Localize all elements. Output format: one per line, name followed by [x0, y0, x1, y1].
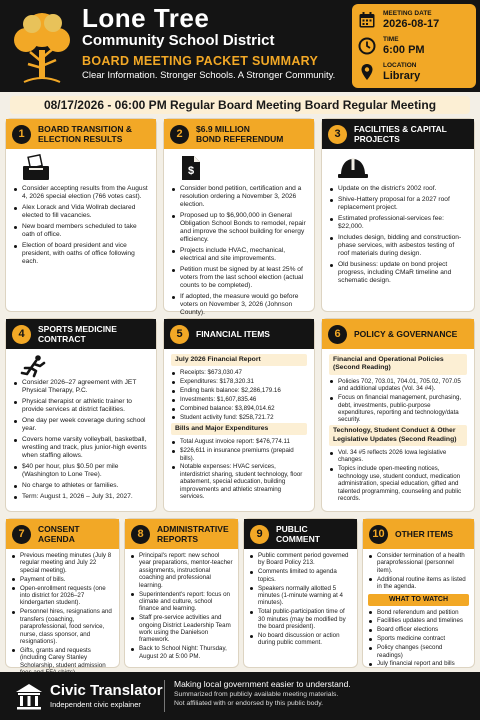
section-public-comment	[243, 518, 358, 668]
section-board-transition	[5, 118, 157, 312]
footer	[0, 672, 480, 720]
section-title: ADMINISTRATIVE REPORTS	[157, 524, 229, 544]
tree-icon	[10, 6, 74, 86]
footer-line: Summarized from publicly available meeting materials.	[174, 691, 339, 698]
time-label: TIME	[383, 36, 399, 43]
section-number: 10	[369, 525, 388, 544]
tagline: Clear Information. Stronger Schools. A Stronger Community.	[82, 70, 336, 81]
list-item: Includes design, bidding and construction-phase services, with asbestos testing of roof materials during design.	[329, 234, 467, 258]
section-header	[6, 319, 156, 349]
section-number: 9	[250, 525, 269, 544]
subheading-line: Legislative Updates (Second Reading)	[333, 435, 457, 443]
location-value: Library	[383, 70, 421, 82]
section-bullets	[329, 185, 467, 285]
time-value: 6:00 PM	[383, 44, 425, 56]
section-bullets	[171, 369, 307, 421]
section-title	[38, 124, 132, 144]
list-item: Receipts: $673,030.47	[171, 369, 307, 376]
date-label: MEETING DATE	[383, 10, 432, 17]
subheading: July 2026 Financial Report	[171, 354, 307, 366]
section-title: FACILITIES & CAPITAL PROJECTS	[354, 124, 447, 144]
section-number: 7	[12, 525, 31, 544]
section-bullets	[130, 552, 233, 660]
subheading-line: Technology, Student Conduct & Other	[333, 427, 456, 435]
section-header	[6, 519, 119, 549]
list-item: Covers home varsity volleyball, basketball, wrestling and track, plus junior-high events when staffing allows.	[13, 436, 149, 460]
subheading	[329, 425, 467, 446]
section-bullets	[249, 552, 352, 647]
subheading	[329, 354, 467, 375]
meta-date	[358, 7, 470, 33]
section-header	[164, 119, 314, 149]
civic-building-icon	[14, 681, 44, 711]
list-item: Speakers normally allotted 5 minutes (1-minute warning at 4 minutes).	[249, 585, 352, 607]
document-dollar-icon	[179, 155, 203, 181]
list-item: Total public-participation time of 30 minutes (may be modified by the board president).	[249, 608, 352, 630]
ballot-box-icon	[21, 155, 51, 181]
date-value: 2026-08-17	[383, 18, 440, 30]
hard-hat-icon	[337, 155, 369, 181]
meta-location	[358, 59, 470, 85]
section-number: 1	[12, 125, 31, 144]
section-bullets	[171, 185, 307, 317]
section-title: POLICY & GOVERNANCE	[354, 329, 458, 339]
list-item: Board officer elections	[368, 626, 469, 633]
packet-title: BOARD MEETING PACKET SUMMARY	[82, 54, 319, 68]
section-header	[322, 119, 474, 149]
section-title-line: BOARD TRANSITION &	[38, 124, 132, 134]
list-item: Principal's report: new school year preparations, mentor-teacher assignments, instructional coaching and professional learning.	[130, 552, 233, 589]
section-policy	[321, 318, 475, 512]
header	[0, 0, 480, 92]
section-title-line: ELECTION RESULTS	[38, 134, 123, 144]
list-item: Consider termination of a health paraprofessional (personnel item).	[368, 552, 469, 574]
meeting-meta	[352, 4, 476, 88]
footer-brand-sub: Independent civic explainer	[50, 700, 141, 709]
meta-time	[358, 33, 470, 59]
district-title: Lone Tree	[82, 3, 210, 33]
list-item: Election of board president and vice president, with oaths of office following each.	[13, 242, 149, 266]
location-label: LOCATION	[383, 62, 417, 69]
footer-text	[174, 679, 474, 708]
list-item: Ending bank balance: $2,286,179.16	[171, 387, 307, 394]
section-number: 5	[170, 325, 189, 344]
section-other-items	[362, 518, 475, 668]
section-title-line: BOND REFERENDUM	[196, 134, 284, 144]
list-item: Investments: $1,607,835.46	[171, 396, 307, 403]
list-item: If adopted, the measure would go before voters on November 3, 2026 (Johnson County).	[171, 293, 307, 317]
section-facilities	[321, 118, 475, 312]
section-number: 8	[131, 525, 150, 544]
list-item: No charge to athletes or families.	[13, 482, 149, 490]
section-header	[125, 519, 238, 549]
list-item: Policy changes (second readings)	[368, 644, 469, 659]
list-item: Open-enrollment requests (one into district for 2026–27 kindergarten student).	[11, 585, 114, 607]
footer-brand: Civic Translator	[50, 682, 163, 699]
list-item: Projects include HVAC, mechanical, electrical and site improvements.	[171, 247, 307, 263]
list-item: Focus on financial management, purchasing, debt, investments, public-purpose expenditures, reporting and technology/data security.	[329, 394, 467, 424]
footer-line: Not affiliated with or endorsed by this public body.	[174, 700, 323, 707]
section-admin-reports	[124, 518, 239, 668]
what-to-watch-heading: WHAT TO WATCH	[368, 594, 469, 606]
clock-icon	[358, 37, 376, 55]
section-title	[196, 124, 283, 144]
list-item: Shive-Hattery proposal for a 2027 roof replacement project.	[329, 196, 467, 212]
list-item: Gifts, grants and requests (including Carey Stanley Scholarship, student admission	[11, 647, 114, 677]
list-item: Physical therapist or athletic trainer to provide services at district facilities.	[13, 398, 149, 414]
section-header	[244, 519, 357, 549]
list-item: Term: August 1, 2026 – July 31, 2027.	[13, 493, 149, 501]
section-number: 3	[328, 125, 347, 144]
section-title: OTHER ITEMS	[395, 529, 454, 539]
list-item: Facilities updates and timelines	[368, 617, 469, 624]
section-bullets	[13, 185, 149, 266]
list-item: July financial report and bills	[368, 660, 469, 667]
list-item: Student activity fund: $258,721.72	[171, 414, 307, 421]
subheading: Bills and Major Expenditures	[171, 423, 307, 435]
list-item: Previous meeting minutes (July 8 regular meeting and July 22 special meeting).	[11, 552, 114, 574]
list-item: Bond referendum and petition	[368, 609, 469, 616]
location-pin-icon	[358, 63, 376, 81]
section-bullets	[368, 552, 469, 591]
list-item: $40 per hour, plus $0.50 per mile (Washington to Lone Tree).	[13, 463, 149, 479]
list-item: Policies 702, 703.01, 704.01, 705.02, 707.05 and additional updates (Vol. 34 #4).	[329, 378, 467, 393]
list-item: Staff pre-service activities and ongoing District Leadership Team work using the Danielson framework.	[130, 614, 233, 644]
section-title-line: $6.9 MILLION	[196, 124, 250, 134]
list-item: Total August invoice report: $476,774.11	[171, 438, 307, 445]
list-item: Update on the district's 2002 roof.	[329, 185, 467, 193]
list-item: Comments limited to agenda topics.	[249, 568, 352, 583]
title-block	[82, 4, 350, 82]
section-bond-referendum	[163, 118, 315, 316]
section-bullets	[329, 378, 467, 424]
list-item: Expenditures: $178,320.31	[171, 378, 307, 385]
list-item: Back to School Night: Thursday, August 20 at 5:00 PM.	[130, 645, 233, 660]
calendar-icon	[358, 11, 376, 29]
section-title: PUBLIC COMMENT	[276, 524, 320, 544]
list-item: Consider 2026–27 agreement with JET Physical Therapy, P.C.	[13, 379, 149, 395]
list-item: $226,611 in insurance premiums (prepaid bills).	[171, 447, 307, 462]
footer-divider	[164, 680, 165, 712]
section-title: SPORTS MEDICINE CONTRACT	[38, 324, 117, 344]
list-item: Notable expenses: HVAC services, interdistrict sharing, student technology, floor abatement, special education, building improvements and athletic streaming services.	[171, 463, 307, 500]
list-item: New board members scheduled to take oath of office.	[13, 223, 149, 239]
list-item: Vol. 34 #5 reflects 2026 Iowa legislative changes.	[329, 449, 467, 464]
section-header	[6, 119, 156, 149]
list-item: Combined balance: $3,894,014.62	[171, 405, 307, 412]
district-subtitle: Community School District	[82, 32, 275, 49]
section-number: 6	[328, 325, 347, 344]
meeting-banner: 08/17/2026 - 06:00 PM Regular Board Meeting Board Regular Meeting	[10, 96, 470, 114]
list-item: Additional routine items as listed in the agenda.	[368, 576, 469, 591]
list-item: Consider bond petition, certification and a resolution ordering a November 3, 2026 election.	[171, 185, 307, 209]
section-bullets	[171, 438, 307, 500]
subheading-line: (Second Reading)	[333, 364, 391, 372]
section-bullets	[11, 552, 114, 677]
section-number: 2	[170, 125, 189, 144]
list-item: Personnel hires, resignations and transfers (coaching, paraprofessional, food service, nurse, class sponsor, and resignations).	[11, 608, 114, 645]
list-item: Payment of bills.	[11, 576, 114, 583]
list-item: Sports medicine contract	[368, 635, 469, 642]
footer-line: Making local government easier to understand.	[174, 679, 351, 689]
section-sports-medicine	[5, 318, 157, 512]
list-item: Alex Lorack and Vida Wollrab declared elected to fill vacancies.	[13, 204, 149, 220]
section-number: 4	[12, 325, 31, 344]
section-bullets	[329, 449, 467, 502]
section-header	[363, 519, 474, 549]
subheading-line: Financial and Operational Policies	[333, 356, 444, 363]
list-item: Public comment period governed by Board Policy 213.	[249, 552, 352, 567]
section-title: CONSENT AGENDA	[38, 524, 80, 544]
list-item: Estimated professional-services fee: $22,000.	[329, 215, 467, 231]
list-item: Superintendent's report: focus on climate and culture, school finance and learning.	[130, 591, 233, 613]
section-financial	[163, 318, 315, 512]
section-bullets	[13, 379, 149, 501]
section-header	[322, 319, 474, 349]
list-item: Petition must be signed by at least 25% of voters from the last school election (actual counts to be completed).	[171, 266, 307, 290]
list-item: Consider accepting results from the August 4, 2026 special election (766 votes cast).	[13, 185, 149, 201]
list-item: Proposed up to $6,900,000 in General Obligation School Bonds to remodel, repair and improve the school building for energy efficiency.	[171, 212, 307, 244]
runner-icon	[21, 355, 49, 377]
what-to-watch-list	[368, 609, 469, 668]
list-item: No board discussion or action during public comment.	[249, 632, 352, 647]
section-consent-agenda	[5, 518, 120, 668]
list-item: One day per week coverage during school year.	[13, 417, 149, 433]
svg-text:$: $	[187, 165, 195, 177]
section-header	[164, 319, 314, 349]
section-title: FINANCIAL ITEMS	[196, 329, 270, 339]
list-item: Old business: update on bond project progress, including CMaR timeline and schematic design.	[329, 261, 467, 285]
list-item: Topics include open-meeting notices, technology use, student conduct, medication administration, special education, gifted and talented programming, counseling and public records.	[329, 465, 467, 502]
